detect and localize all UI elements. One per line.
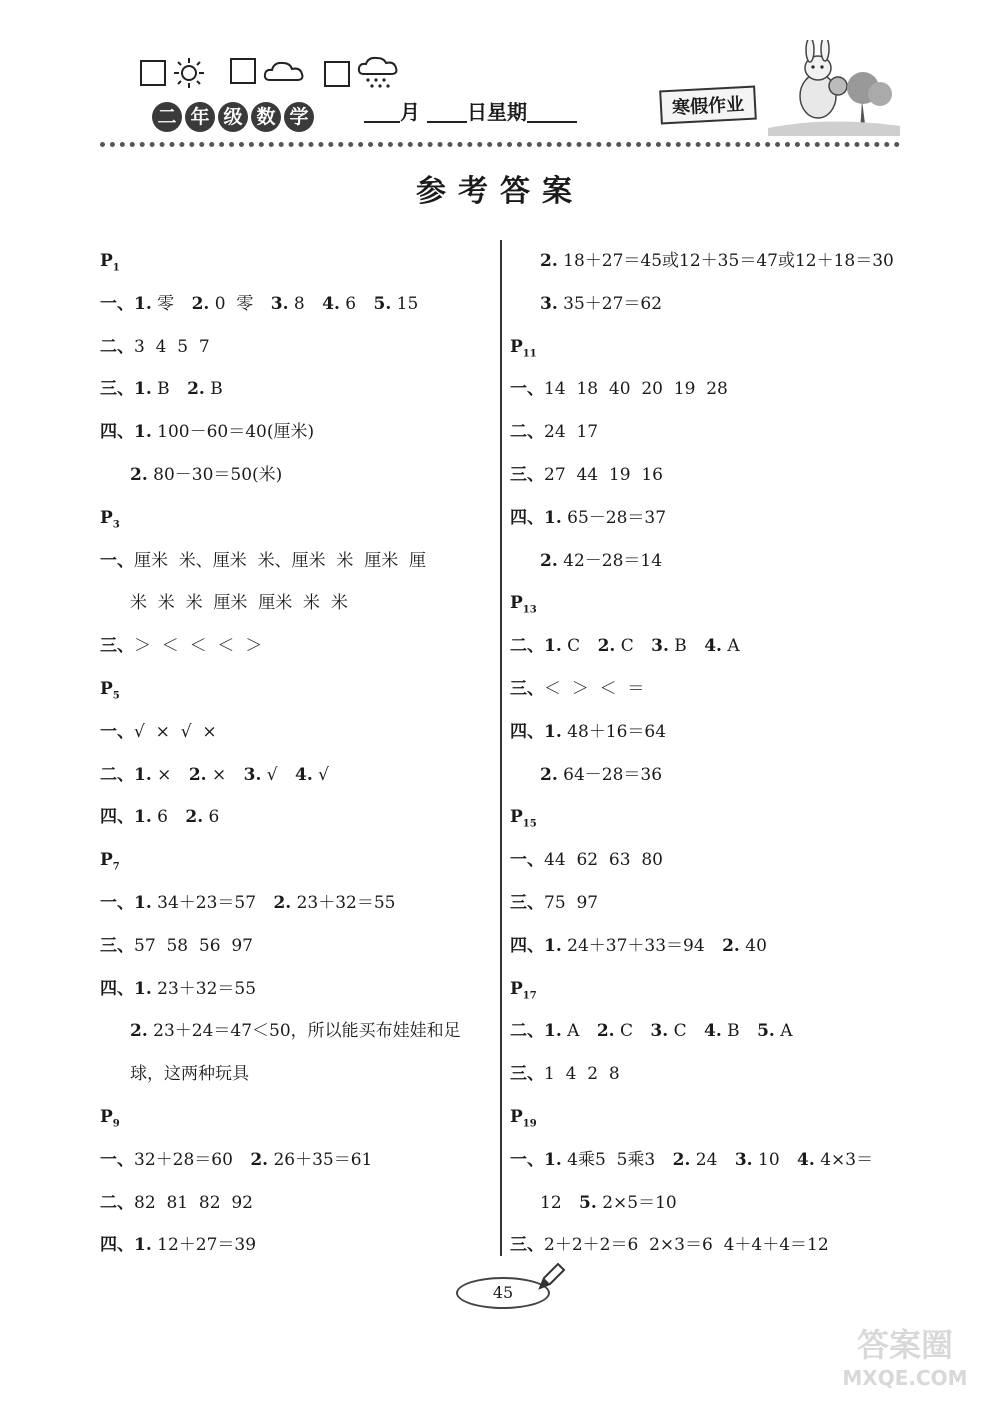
answer-text: 32＋28＝60 bbox=[134, 1149, 239, 1170]
question-number: 1. bbox=[544, 1149, 562, 1170]
answer-value: 12＋27＝39 bbox=[151, 1235, 257, 1256]
page-heading-number: 13 bbox=[522, 604, 537, 616]
answer-line bbox=[100, 711, 492, 754]
page-heading bbox=[100, 497, 492, 540]
question-number: 1. bbox=[544, 1021, 562, 1042]
page-heading-number: 19 bbox=[522, 1118, 537, 1130]
answer-value: 23＋32＝55 bbox=[291, 892, 396, 913]
question-number: 4. bbox=[704, 636, 722, 657]
section-marker: 四、 bbox=[510, 507, 544, 528]
page-heading-label: P bbox=[510, 1106, 523, 1127]
answer-value: 24＋37＋33＝94 bbox=[561, 935, 711, 956]
page-heading-number: 3 bbox=[112, 519, 120, 531]
answer-line bbox=[100, 754, 492, 797]
answer-line bbox=[100, 925, 492, 968]
watermark-logo-text: 答案圈 bbox=[856, 1326, 953, 1364]
section-marker: 四、 bbox=[100, 1235, 134, 1256]
section-marker: 四、 bbox=[510, 935, 544, 956]
section-marker: 一、 bbox=[100, 1149, 134, 1170]
question-number: 2. bbox=[540, 764, 558, 785]
section-marker: 二、 bbox=[100, 764, 134, 785]
question-number: 1. bbox=[134, 422, 152, 443]
section-marker: 四、 bbox=[510, 721, 544, 742]
answer-value: × bbox=[206, 764, 232, 785]
question-number: 3. bbox=[270, 293, 289, 314]
watermark bbox=[820, 1320, 990, 1390]
answer-value: √ bbox=[261, 764, 284, 785]
answer-value: B bbox=[151, 379, 176, 400]
page-heading bbox=[100, 240, 492, 283]
section-marker: 四、 bbox=[100, 978, 134, 999]
question-number: 2. bbox=[672, 1149, 691, 1170]
answer-value: 100－60＝40(厘米) bbox=[151, 422, 315, 443]
weather-checkbox-rainy[interactable] bbox=[324, 61, 350, 87]
column-divider bbox=[500, 240, 502, 1256]
question-number: 2. bbox=[540, 550, 558, 571]
answer-line bbox=[510, 625, 910, 668]
answer-value: 4×3＝ bbox=[814, 1149, 874, 1170]
page-heading-label: P bbox=[510, 336, 523, 357]
page-heading-label: P bbox=[100, 507, 113, 528]
answer-line bbox=[510, 411, 910, 454]
badge-char: 学 bbox=[284, 102, 314, 132]
month-label: 月 bbox=[400, 100, 420, 124]
answer-value: C bbox=[668, 1021, 692, 1042]
watermark-url: MXQE.COM bbox=[842, 1366, 968, 1390]
section-marker: 二、 bbox=[510, 422, 544, 443]
rabbit-scene-illustration bbox=[768, 40, 900, 136]
question-number: 2. bbox=[187, 379, 205, 400]
answer-value: 6 bbox=[151, 807, 174, 828]
answer-line bbox=[510, 1010, 910, 1053]
section-marker: 三、 bbox=[100, 935, 134, 956]
answer-text: 75 97 bbox=[544, 892, 599, 913]
grade-subject-badge bbox=[152, 102, 314, 132]
question-number: 3. bbox=[651, 636, 669, 657]
section-marker: 一、 bbox=[510, 379, 544, 400]
section-marker: 四、 bbox=[100, 422, 134, 443]
question-number: 2. bbox=[273, 892, 292, 913]
answer-line bbox=[100, 582, 492, 625]
page-heading bbox=[510, 326, 910, 369]
question-number: 2. bbox=[540, 251, 558, 271]
page-number: 45 bbox=[456, 1277, 550, 1309]
answer-line bbox=[510, 240, 910, 283]
answer-line bbox=[510, 497, 910, 540]
page-heading bbox=[100, 839, 492, 882]
answer-value: C bbox=[614, 1021, 639, 1042]
weather-checkbox-cloudy[interactable] bbox=[230, 58, 256, 84]
answer-value: C bbox=[615, 636, 640, 657]
weather-rainy bbox=[324, 56, 400, 92]
answer-line bbox=[100, 326, 492, 369]
answer-value: C bbox=[561, 636, 586, 657]
answer-value: B bbox=[668, 636, 693, 657]
question-number: 1. bbox=[544, 507, 562, 528]
answer-value: 8 bbox=[288, 293, 311, 314]
answer-value: 23＋32＝55 bbox=[151, 978, 257, 999]
answer-line bbox=[510, 925, 910, 968]
answer-value: 6 bbox=[339, 293, 362, 314]
section-marker: 一、 bbox=[100, 892, 134, 913]
winter-homework-banner: 寒假作业 bbox=[659, 86, 757, 125]
answer-line bbox=[100, 882, 492, 925]
section-marker: 三、 bbox=[100, 636, 134, 657]
answer-text: 14 18 40 20 19 28 bbox=[544, 379, 728, 400]
question-number: 1. bbox=[544, 935, 562, 956]
answer-text: 27 44 19 16 bbox=[544, 464, 663, 485]
question-number: 3. bbox=[243, 764, 262, 785]
badge-char: 级 bbox=[218, 102, 248, 132]
answer-text: √ × √ × bbox=[134, 721, 217, 742]
question-number: 1. bbox=[134, 379, 152, 400]
question-number: 1. bbox=[134, 293, 152, 314]
weekday-blank[interactable] bbox=[527, 121, 577, 123]
answer-value: 48＋16＝64 bbox=[561, 721, 667, 742]
date-line bbox=[364, 96, 577, 125]
answer-line bbox=[100, 1182, 492, 1225]
question-number: 3. bbox=[540, 293, 558, 314]
question-number: 1. bbox=[134, 1235, 152, 1256]
answer-value: 26＋35＝61 bbox=[268, 1149, 373, 1170]
answer-line bbox=[100, 454, 492, 497]
answer-text: 12 bbox=[540, 1192, 568, 1213]
section-marker: 三、 bbox=[510, 1235, 544, 1256]
answer-line bbox=[100, 368, 492, 411]
month-blank[interactable] bbox=[364, 121, 400, 123]
answer-value: 4乘5 5乘3 bbox=[561, 1149, 661, 1170]
page-heading-number: 5 bbox=[112, 690, 120, 702]
section-marker: 四、 bbox=[100, 807, 134, 828]
answer-text: 82 81 82 92 bbox=[134, 1192, 253, 1213]
page-heading bbox=[510, 1096, 910, 1139]
question-number: 2. bbox=[130, 464, 148, 485]
page-heading-label: P bbox=[510, 978, 523, 999]
question-number: 1. bbox=[134, 892, 152, 913]
answer-text: 24 17 bbox=[544, 422, 599, 443]
weather-cloudy bbox=[230, 56, 306, 86]
section-marker: 一、 bbox=[100, 550, 134, 571]
weather-sunny bbox=[140, 56, 206, 90]
answer-line bbox=[100, 1053, 492, 1096]
day-weekday-label: 日星期 bbox=[466, 100, 527, 124]
question-number: 5. bbox=[373, 293, 392, 314]
question-number: 2. bbox=[597, 636, 616, 657]
page-heading bbox=[510, 968, 910, 1011]
page-heading bbox=[100, 668, 492, 711]
page-header bbox=[100, 40, 900, 150]
page-heading bbox=[100, 1096, 492, 1139]
page-heading-label: P bbox=[100, 1106, 113, 1127]
answer-line bbox=[510, 839, 910, 882]
page-heading-label: P bbox=[100, 251, 113, 271]
page-heading-label: P bbox=[510, 807, 523, 828]
answer-value: 40 bbox=[739, 935, 767, 956]
question-number: 2. bbox=[130, 1021, 148, 1042]
weather-checkbox-sunny[interactable] bbox=[140, 60, 166, 86]
answer-line bbox=[100, 1139, 492, 1182]
answer-line bbox=[100, 1224, 492, 1267]
answer-line bbox=[510, 882, 910, 925]
pencil-icon bbox=[536, 1262, 566, 1292]
answer-text: 3 4 5 7 bbox=[134, 336, 210, 357]
answer-text: 球，这两种玩具 bbox=[130, 1064, 249, 1085]
answer-line bbox=[100, 1010, 492, 1053]
question-number: 3. bbox=[734, 1149, 753, 1170]
answer-value: 6 bbox=[203, 807, 220, 828]
answer-text: 1 4 2 8 bbox=[544, 1064, 620, 1085]
answer-line bbox=[510, 1224, 910, 1267]
answer-value: 80－30＝50(米) bbox=[147, 464, 283, 485]
question-number: 4. bbox=[322, 293, 340, 314]
answer-line bbox=[510, 454, 910, 497]
section-marker: 二、 bbox=[100, 1192, 134, 1213]
question-number: 2. bbox=[722, 935, 740, 956]
question-number: 1. bbox=[544, 721, 562, 742]
section-marker: 一、 bbox=[100, 293, 134, 314]
section-marker: 一、 bbox=[510, 850, 544, 871]
answer-value: 10 bbox=[752, 1149, 786, 1170]
section-marker: 三、 bbox=[510, 678, 544, 699]
answer-value: 34＋23＝57 bbox=[151, 892, 262, 913]
question-number: 1. bbox=[134, 764, 152, 785]
rain-cloud-icon bbox=[356, 56, 400, 92]
answer-line bbox=[100, 968, 492, 1011]
section-marker: 三、 bbox=[100, 379, 134, 400]
answer-value: A bbox=[561, 1021, 585, 1042]
answer-value: 35＋27＝62 bbox=[557, 293, 663, 314]
question-number: 5. bbox=[579, 1192, 597, 1213]
answer-line bbox=[510, 1182, 910, 1225]
section-marker: 二、 bbox=[510, 636, 544, 657]
badge-char: 二 bbox=[152, 102, 182, 132]
section-marker: 一、 bbox=[510, 1149, 544, 1170]
answer-value: B bbox=[721, 1021, 746, 1042]
question-number: 2. bbox=[188, 764, 207, 785]
answer-line bbox=[510, 540, 910, 583]
question-number: 4. bbox=[797, 1149, 815, 1170]
sun-icon bbox=[172, 56, 206, 90]
question-number: 2. bbox=[596, 1021, 615, 1042]
question-number: 2. bbox=[250, 1149, 269, 1170]
page-heading-label: P bbox=[100, 678, 113, 699]
page-heading-label: P bbox=[510, 593, 523, 614]
answer-value: 65－28＝37 bbox=[561, 507, 667, 528]
answer-value: 零 bbox=[151, 293, 180, 314]
answer-value: 0 零 bbox=[209, 293, 259, 314]
answer-column-left bbox=[100, 240, 492, 1267]
page-heading-number: 17 bbox=[522, 989, 537, 1001]
answer-line bbox=[100, 540, 492, 583]
question-number: 3. bbox=[650, 1021, 669, 1042]
section-marker: 三、 bbox=[510, 1064, 544, 1085]
answer-value: 24 bbox=[690, 1149, 723, 1170]
answer-line bbox=[100, 411, 492, 454]
section-marker: 三、 bbox=[510, 464, 544, 485]
answer-line bbox=[510, 1139, 910, 1182]
page-heading-number: 1 bbox=[112, 262, 120, 274]
day-blank[interactable] bbox=[427, 121, 467, 123]
page-heading-number: 15 bbox=[522, 818, 537, 830]
answer-line bbox=[510, 711, 910, 754]
answer-value: B bbox=[204, 379, 223, 400]
badge-char: 年 bbox=[185, 102, 215, 132]
answer-column-right bbox=[510, 240, 910, 1267]
question-number: 4. bbox=[704, 1021, 722, 1042]
answer-value: 42－28＝14 bbox=[557, 550, 663, 571]
question-number: 4. bbox=[295, 764, 313, 785]
answer-text: 2＋2＋2＝6 2×3＝6 4＋4＋4＝12 bbox=[544, 1235, 829, 1256]
question-number: 1. bbox=[134, 978, 152, 999]
badge-char: 数 bbox=[251, 102, 281, 132]
page-heading-label: P bbox=[100, 850, 113, 871]
question-number: 1. bbox=[544, 636, 562, 657]
question-number: 1. bbox=[134, 807, 152, 828]
answer-line bbox=[510, 283, 910, 326]
answer-value: × bbox=[151, 764, 177, 785]
question-number: 5. bbox=[757, 1021, 775, 1042]
answer-line bbox=[100, 283, 492, 326]
cloud-icon bbox=[262, 56, 306, 86]
section-marker: 三、 bbox=[510, 892, 544, 913]
answer-line bbox=[100, 625, 492, 668]
answer-line bbox=[510, 668, 910, 711]
answer-value: 15 bbox=[391, 293, 419, 314]
answer-value: 64－28＝36 bbox=[557, 764, 663, 785]
page-heading-number: 9 bbox=[112, 1118, 120, 1130]
section-marker: 一、 bbox=[100, 721, 134, 742]
answer-text: 厘米 米、厘米 米、厘米 米 厘米 厘 bbox=[134, 550, 427, 571]
page-heading-number: 11 bbox=[522, 347, 537, 359]
answer-value: √ bbox=[312, 764, 330, 785]
answer-line bbox=[510, 1053, 910, 1096]
answer-text: ＜ ＞ ＜ ＝ bbox=[544, 678, 645, 699]
page-heading-number: 7 bbox=[112, 861, 120, 873]
section-marker: 二、 bbox=[510, 1021, 544, 1042]
page-title: 参考答案 bbox=[416, 174, 584, 209]
answer-text: 57 58 56 97 bbox=[134, 935, 253, 956]
answer-value: A bbox=[774, 1021, 793, 1042]
answer-line bbox=[510, 368, 910, 411]
header-divider bbox=[100, 142, 900, 147]
answer-text: ＞ ＜ ＜ ＜ ＞ bbox=[134, 636, 263, 657]
question-number: 2. bbox=[191, 293, 210, 314]
answer-value: A bbox=[721, 636, 740, 657]
section-marker: 二、 bbox=[100, 336, 134, 357]
answer-value: 23＋24＝47＜50，所以能买布娃娃和足 bbox=[147, 1021, 461, 1042]
answer-text: 44 62 63 80 bbox=[544, 850, 663, 871]
page-heading bbox=[510, 582, 910, 625]
question-number: 2. bbox=[185, 807, 204, 828]
page-heading bbox=[510, 796, 910, 839]
answer-value: 18＋27＝45或12＋35＝47或12＋18＝30 bbox=[557, 251, 894, 271]
answer-value: 2×5＝10 bbox=[596, 1192, 677, 1213]
answer-line bbox=[510, 754, 910, 797]
answer-line bbox=[100, 796, 492, 839]
answer-text: 米 米 米 厘米 厘米 米 米 bbox=[130, 593, 348, 614]
